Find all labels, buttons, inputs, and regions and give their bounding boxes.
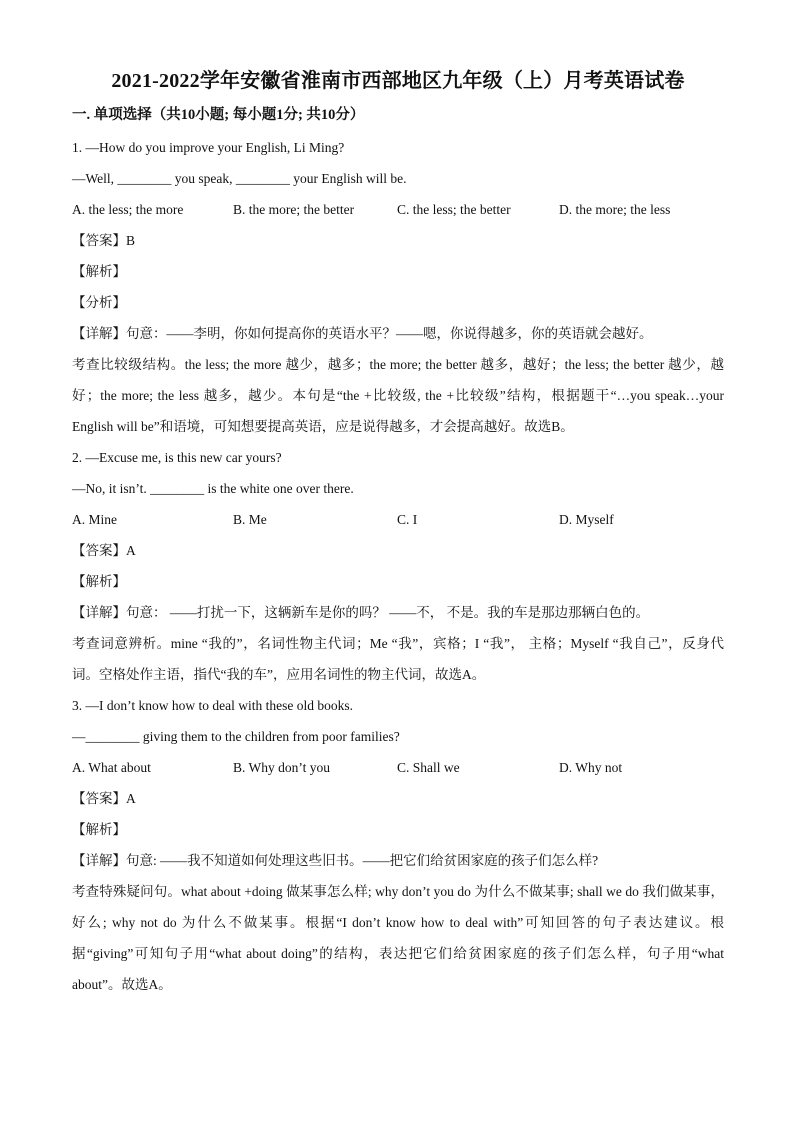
option-d: D. Myself xyxy=(559,512,614,527)
detail-paragraph: 【详解】句意：——李明，你如何提高你的英语水平？——嗯，你说得越多，你的英语就会越好。 xyxy=(72,326,653,341)
option-a: A. the less; the more xyxy=(72,202,184,217)
answer-label: 【答案】B xyxy=(72,233,136,248)
option-b: B. Me xyxy=(233,512,267,527)
question-3 xyxy=(72,690,724,1000)
exam-page xyxy=(72,64,724,1000)
detail-paragraph: 考查比较级结构。the less; the more 越少，越多；the more; the better 越多，越好；the less; the better 越少，越好；the more; the less 越多，越少。本句是“the +比较级, the +比较级”结构，根据题干“…you speak…your English will be”和语境，可知想要提高英语，应是说得越多，才会提高越好。故选B。 xyxy=(72,357,724,434)
question-2 xyxy=(72,442,724,690)
option-b: B. Why don’t you xyxy=(233,760,331,775)
analysis-label: 【解析】 xyxy=(72,264,126,279)
section-heading: 一. 单项选择（共10小题; 每小题1分; 共10分） xyxy=(72,107,365,123)
option-c: C. I xyxy=(397,512,418,527)
detail-paragraph: 考查特殊疑问句。what about +doing 做某事怎么样; why don’t you do 为什么不做某事; shall we do 我们做某事，好么; why not do 为什么不做某事。根据“I don’t know how to deal with”可知回答的句子表达建议。根据“giving”可知句子用“what about doing”的结构，表达把它们给贫困家庭的孩子们怎么样，句子用“what about”。故选A。 xyxy=(72,884,725,992)
option-b: B. the more; the better xyxy=(233,202,355,217)
options-row xyxy=(72,752,724,783)
option-c: C. Shall we xyxy=(397,760,460,775)
page-title: 2021-2022学年安徽省淮南市西部地区九年级（上）月考英语试卷 xyxy=(111,70,685,92)
question-stem: —No, it isn’t. ________ is the white one over there. xyxy=(72,481,354,496)
question-stem: 1. —How do you improve your English, Li Ming? xyxy=(72,140,345,155)
answer-label: 【答案】A xyxy=(72,543,136,558)
analysis-label: 【解析】 xyxy=(72,822,126,837)
detail-paragraph: 【详解】句意: ——我不知道如何处理这些旧书。——把它们给贫困家庭的孩子们怎么样? xyxy=(72,853,599,868)
detail-paragraph: 考查词意辨析。mine “我的”，名词性物主代词；Me “我”，宾格；I “我”， 主格；Myself “我自己”，反身代词。空格处作主语，指代“我的车”，应用名词性的物主代词，故选A。 xyxy=(72,636,724,682)
options-row xyxy=(72,194,724,225)
question-stem: —________ giving them to the children from poor families? xyxy=(72,729,400,744)
question-1 xyxy=(72,132,724,442)
option-a: A. What about xyxy=(72,760,151,775)
detail-paragraph: 【详解】句意： ——打扰一下，这辆新车是你的吗？ ——不， 不是。我的车是那边那辆白色的。 xyxy=(72,605,650,620)
option-c: C. the less; the better xyxy=(397,202,511,217)
analysis-label: 【解析】 xyxy=(72,574,126,589)
fenxi-label: 【分析】 xyxy=(72,295,126,310)
question-stem: 3. —I don’t know how to deal with these old books. xyxy=(72,698,353,713)
option-d: D. Why not xyxy=(559,760,623,775)
options-row xyxy=(72,504,724,535)
question-stem: —Well, ________ you speak, ________ your English will be. xyxy=(72,171,407,186)
answer-label: 【答案】A xyxy=(72,791,136,806)
option-d: D. the more; the less xyxy=(559,202,671,217)
question-stem: 2. —Excuse me, is this new car yours? xyxy=(72,450,282,465)
option-a: A. Mine xyxy=(72,512,117,527)
